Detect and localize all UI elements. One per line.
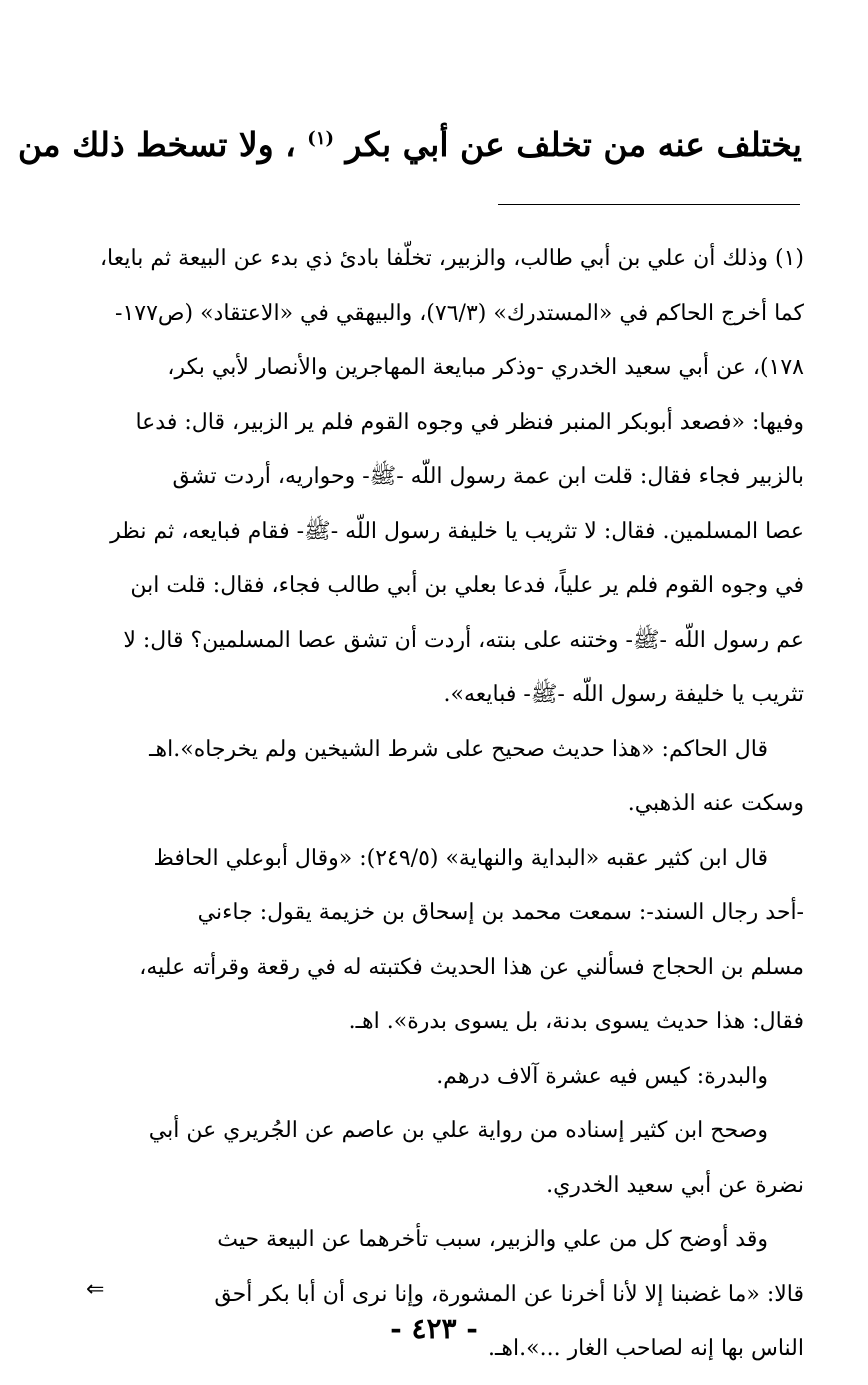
footnote-line: ١٧٨)، عن أبي سعيد الخدري -وذكر مبايعة المهاجرين والأنصار لأبي بكر، <box>167 355 804 380</box>
footnote-line: وصحح ابن كثير إسناده من رواية علي بن عاصم عن الجُريري عن أبي <box>148 1118 768 1143</box>
footnote-line: عصا المسلمين. فقال: لا تثريب يا خليفة رسول اللّه -ﷺ- فقام فبايعه، ثم نظر <box>110 518 804 544</box>
footnote-line: تثريب يا خليفة رسول اللّه -ﷺ- فبايعه». <box>443 682 804 707</box>
footnote-line: وقد أوضح كل من علي والزبير، سبب تأخرهما عن البيعة حيث <box>217 1227 768 1252</box>
main-text-line <box>17 120 802 170</box>
footnote-line: -أحد رجال السند-: سمعت محمد بن إسحاق بن خزيمة يقول: جاءني <box>197 900 804 925</box>
footnote-line: بالزبير فجاء فقال: قلت ابن عمة رسول اللّه -ﷺ- وحواريه، أردت تشق <box>172 464 804 489</box>
footnote-line: وفيها: «فصعد أبوبكر المنبر فنظر في وجوه القوم فلم ير الزبير، قال: فدعا <box>135 409 804 435</box>
footnote-block <box>60 232 804 1377</box>
footnote-line: الناس بها إنه لصاحب الغار ...».اهـ. <box>487 1336 804 1361</box>
footnote-line: مسلم بن الحجاج فسألني عن هذا الحديث فكتبته له في رقعة وقرأته عليه، <box>139 954 804 980</box>
main-text-before-ref: يختلف عنه من تخلف عن أبي بكر <box>345 125 802 164</box>
footnote-line: وسكت عنه الذهبي. <box>627 791 804 816</box>
footnote-line: قالا: «ما غضبنا إلا لأنا أخرنا عن المشورة، وإنا نرى أن أبا بكر أحق <box>214 1281 804 1307</box>
main-text-after-ref: ، ولا تسخط ذلك من <box>17 125 296 164</box>
footnote-line: قال الحاكم: «هذا حديث صحيح على شرط الشيخين ولم يخرجاه».اهـ <box>149 736 768 762</box>
page-number: - ٤٢٣ - <box>390 1312 478 1345</box>
footnote-line: في وجوه القوم فلم ير علياً، فدعا بعلي بن أبي طالب فجاء، فقال: قلت ابن <box>130 573 804 598</box>
footnote-line: نضرة عن أبي سعيد الخدري. <box>546 1172 804 1198</box>
footnote-separator <box>498 204 800 205</box>
footnote-reference: (١) <box>307 128 335 149</box>
footnote-line: والبدرة: كيس فيه عشرة آلاف درهم. <box>436 1063 768 1089</box>
footnote-line: (١) وذلك أن علي بن أبي طالب، والزبير، تخلّفا بادئ ذي بدء عن البيعة ثم بايعا، <box>99 246 804 271</box>
footnote-line: قال ابن كثير عقبه «البداية والنهاية» (٢٤٩/٥): «وقال أبوعلي الحافظ <box>153 845 768 871</box>
continue-arrow-icon: ⇐ <box>86 1277 105 1302</box>
footnote-line: عم رسول اللّه -ﷺ- وختنه على بنته، أردت أن تشق عصا المسلمين؟ قال: لا <box>123 627 804 653</box>
footnote-line: كما أخرج الحاكم في «المستدرك» (٧٦/٣)، والبيهقي في «الاعتقاد» (ص١٧٧- <box>115 300 804 326</box>
footnote-line: فقال: هذا حديث يسوى بدنة، بل يسوى بدرة». اهـ. <box>348 1009 804 1034</box>
